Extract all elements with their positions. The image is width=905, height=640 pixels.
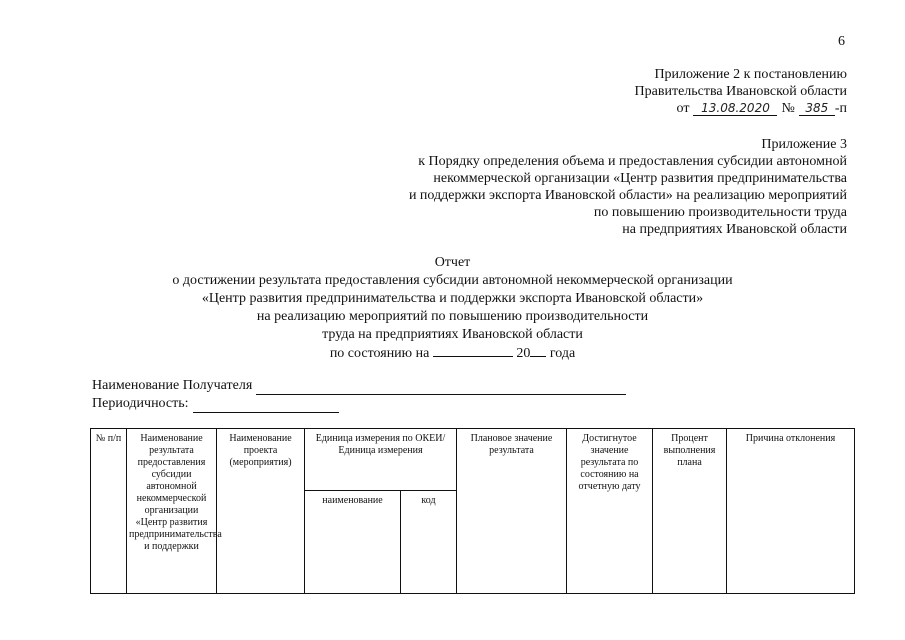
appendix-2-line1: Приложение 2 к постановлению (654, 67, 847, 82)
report-status-line (0, 344, 905, 363)
th-unit-group: Единица измерения по ОКЕИ/Единица измерения (305, 429, 457, 491)
report-title-line: труда на предприятиях Ивановской области (322, 327, 583, 342)
report-title: Отчет (434, 255, 471, 270)
appendix-2-line2: Правительства Ивановской области (634, 84, 847, 99)
th-unit-code: код (401, 491, 457, 594)
report-title-line: «Центр развития предпринимательства и поддержки экспорта Ивановской области» (201, 291, 704, 306)
th-number: № п/п (91, 429, 127, 594)
th-plan-percent: Процент выполнения плана (653, 429, 727, 594)
decree-date: 13.08.2020 (693, 101, 777, 116)
report-title-block (0, 254, 905, 363)
status-prefix: по состоянию на (329, 346, 430, 361)
appendix-2-header (635, 66, 847, 117)
recipient-fields (92, 377, 626, 413)
decree-line (635, 100, 847, 117)
report-table (90, 428, 855, 594)
page-number: 6 (838, 34, 845, 49)
appendix-3-header (409, 136, 847, 238)
th-achieved-value: Достигнутое значение результата по состоянию на отчетную дату (567, 429, 653, 594)
decree-number-suffix: -п (834, 101, 847, 116)
th-project-name: Наименование проекта (мероприятия) (217, 429, 305, 594)
appendix-3-line: к Порядку определения объема и предоставления субсидии автономной (418, 154, 847, 169)
appendix-3-line: Приложение 3 (761, 137, 847, 152)
appendix-3-line: по повышению производительности труда (593, 205, 847, 220)
th-deviation-reason: Причина отклонения (727, 429, 855, 594)
recipient-input-line[interactable] (256, 382, 626, 395)
report-title-line: о достижении результата предоставления субсидии автономной некоммерческой организации (172, 273, 733, 288)
decree-number: 385 (799, 101, 835, 116)
th-result-name: Наименование результата предоставления субсидии автономной некоммерческой организации «Центр развития предпринимательства и поддержки (127, 429, 217, 594)
appendix-3-line: и поддержки экспорта Ивановской области» на реализацию мероприятий (408, 188, 847, 203)
th-unit-name: наименование (305, 491, 401, 594)
appendix-3-line: на предприятиях Ивановской области (622, 222, 847, 237)
status-year: 20 (516, 346, 531, 361)
appendix-3-line: некоммерческой организации «Центр развития предпринимательства (433, 171, 847, 186)
periodicity-input-line[interactable] (193, 400, 339, 413)
decree-from-prefix: от (676, 101, 690, 116)
status-year-blank[interactable] (530, 344, 546, 357)
report-title-line: на реализацию мероприятий по повышению производительности (256, 309, 649, 324)
status-suffix: года (549, 346, 576, 361)
periodicity-label: Периодичность: (92, 396, 189, 411)
status-date-blank[interactable] (433, 344, 513, 357)
decree-number-prefix: № (781, 101, 795, 116)
recipient-label: Наименование Получателя (92, 378, 253, 393)
periodicity-row (92, 395, 626, 413)
th-planned-value: Плановое значение результата (457, 429, 567, 594)
recipient-row (92, 377, 626, 395)
